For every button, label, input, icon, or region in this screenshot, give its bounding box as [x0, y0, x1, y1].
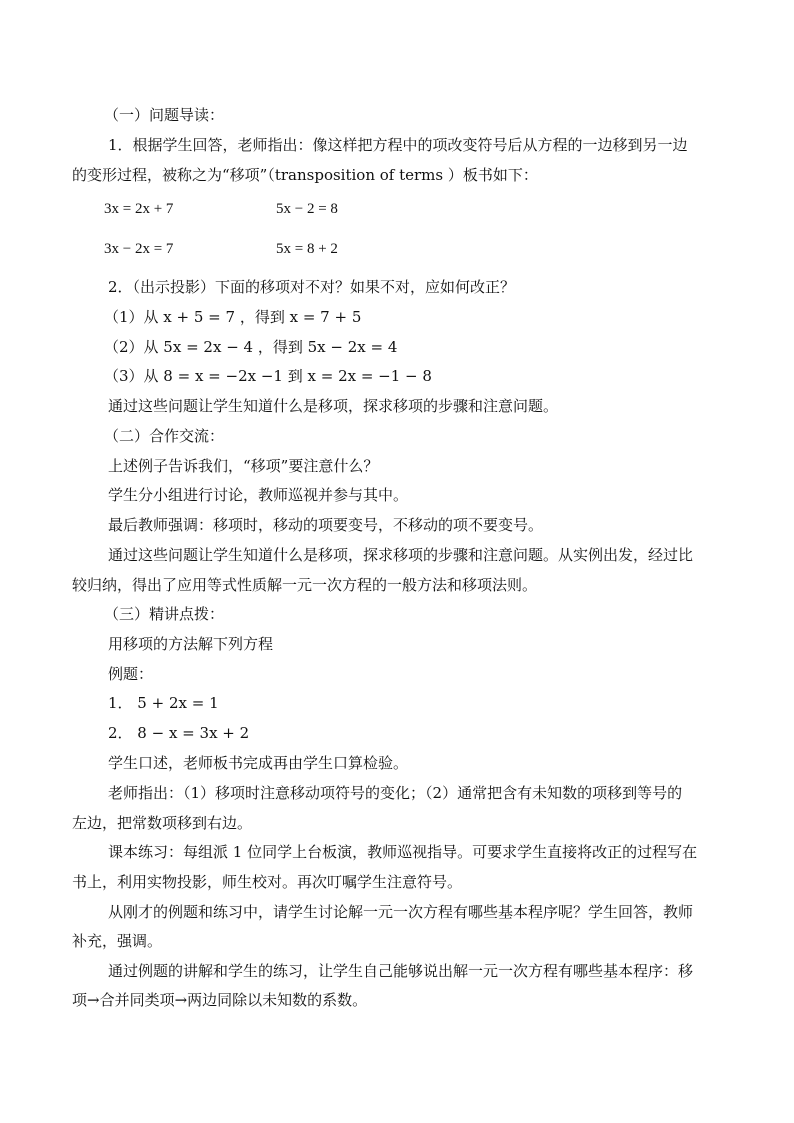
- paragraph-b: 学生分小组进行讨论，教师巡视并参与其中。: [108, 486, 409, 504]
- paragraph-c: 最后教师强调：移项时，移动的项要变号，不移动的项不要变号。: [108, 516, 544, 534]
- section-heading-2: （二）合作交流：: [104, 427, 225, 445]
- paragraph-d-line-2: 较归纳，得出了应用等式性质解一元一次方程的一般方法和移项法则。: [72, 576, 538, 594]
- paragraph-h-line-1: 老师指出：（1）移项时注意移动项符号的变化；（2）通常把含有未知数的项移到等号的: [108, 784, 683, 802]
- example-1: 1． 5 + 2x = 1: [108, 694, 219, 712]
- paragraph-a: 上述例子告诉我们，“移项”要注意什么？: [108, 457, 379, 475]
- paragraph-1-line-1: 1．根据学生回答，老师指出：像这样把方程中的项改变符号后从方程的一边移到另一边: [108, 136, 688, 154]
- paragraph-g: 学生口述，老师板书完成再由学生口算检验。: [108, 754, 409, 772]
- paragraph-k-line-2: 项→合并同类项→两边同除以未知数的系数。: [72, 991, 368, 1009]
- section-heading-3: （三）精讲点拨：: [104, 605, 225, 623]
- paragraph-h-line-2: 左边，把常数项移到右边。: [72, 814, 253, 832]
- paragraph-i-line-2: 书上，利用实物投影，师生校对。再次叮嘱学生注意符号。: [72, 873, 463, 891]
- paragraph-j-line-1: 从刚才的例题和练习中，请学生讨论解一元一次方程有哪些基本程序呢？学生回答，教师: [108, 903, 694, 921]
- paragraph-i-line-1: 课本练习：每组派 1 位同学上台板演，教师巡视指导。可要求学生直接将改正的过程写在: [108, 843, 698, 861]
- paragraph-j-line-2: 补充，强调。: [72, 932, 163, 950]
- question-2-item-2: （2）从 5x = 2x − 4 ，得到 5x − 2x = 4: [104, 338, 398, 356]
- paragraph-d-line-1: 通过这些问题让学生知道什么是移项，探求移项的步骤和注意问题。从实例出发，经过比: [108, 546, 694, 564]
- paragraph-e: 用移项的方法解下列方程: [108, 635, 274, 653]
- section-heading-1: （一）问题导读：: [104, 106, 225, 124]
- equation-1-right: 5x − 2 = 8: [276, 201, 338, 217]
- question-2-item-1: （1）从 x + 5 = 7 ，得到 x = 7 + 5: [104, 308, 362, 326]
- question-2: 2．（出示投影）下面的移项对不对？如果不对，应如何改正？: [108, 278, 516, 296]
- paragraph-k-line-1: 通过例题的讲解和学生的练习，让学生自己能够说出解一元一次方程有哪些基本程序：移: [108, 962, 694, 980]
- equation-1-left: 3x = 2x + 7: [104, 201, 174, 217]
- paragraph-1-line-2: 的变形过程，被称之为“移项”（transposition of terms ）板书如下：: [72, 166, 538, 184]
- summary-paragraph-1: 通过这些问题让学生知道什么是移项，探求移项的步骤和注意问题。: [108, 397, 559, 415]
- equation-2-right: 5x = 8 + 2: [276, 241, 338, 257]
- example-2: 2． 8 − x = 3x + 2: [108, 724, 250, 742]
- question-2-item-3: （3）从 8 = x = −2x −1 到 x = 2x = −1 − 8: [104, 367, 432, 385]
- paragraph-f: 例题：: [108, 665, 154, 683]
- equation-2-left: 3x − 2x = 7: [104, 241, 174, 257]
